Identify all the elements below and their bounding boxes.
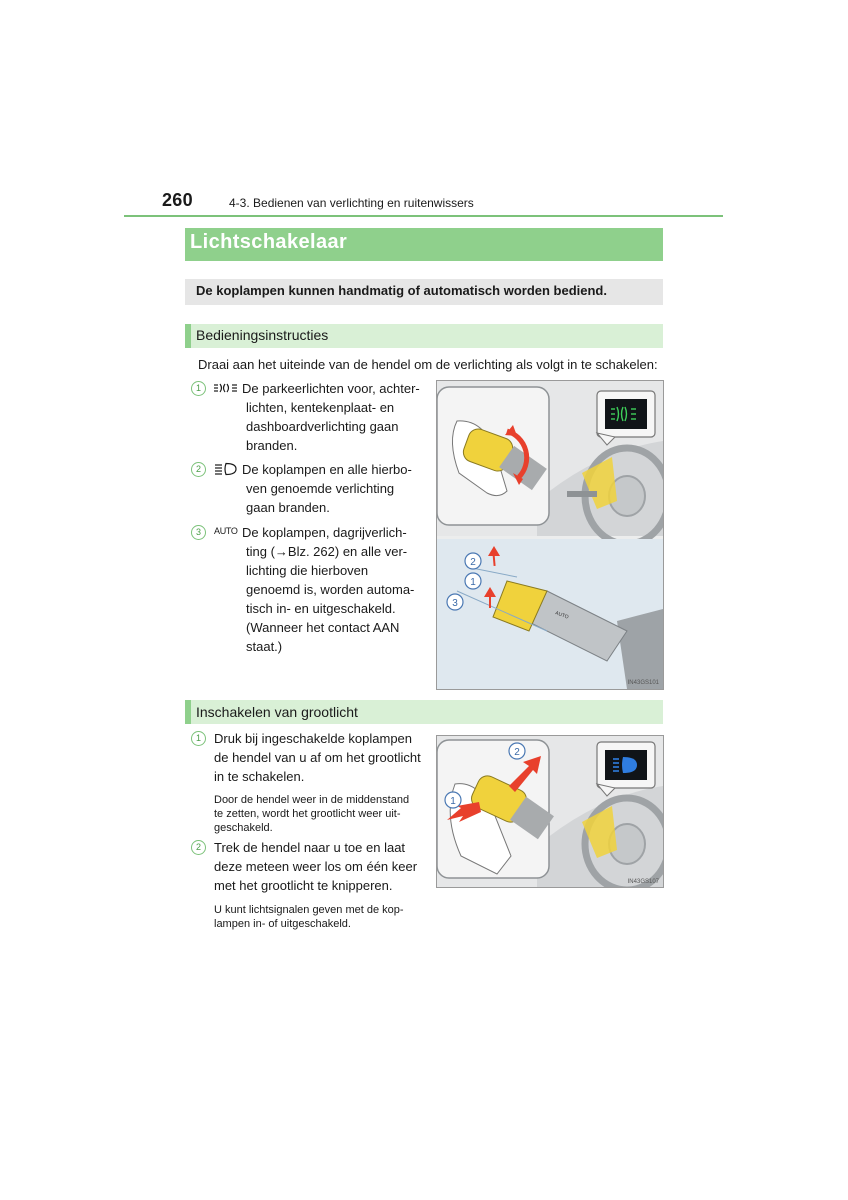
section-breadcrumb: 4-3. Bedienen van verlichting en ruitenwissers <box>229 196 474 210</box>
step-text-3: De koplampen, dagrijverlich- <box>242 525 407 540</box>
callout-2: 2 <box>470 557 476 568</box>
callout-1: 1 <box>470 577 476 588</box>
callout-3: 3 <box>452 598 458 609</box>
step-number-1: 1 <box>191 731 206 746</box>
figure-code: IN43GS101 <box>627 680 659 686</box>
section-heading-high-beam: Inschakelen van grootlicht <box>196 704 358 720</box>
parking-lights-icon <box>213 381 239 395</box>
operating-lead: Draai aan het uiteinde van de hendel om de verlichting als volgt in te schakelen: <box>198 357 658 372</box>
step-text-1: De parkeerlichten voor, achter- <box>242 381 420 396</box>
high-beam-step-text-1: Druk bij ingeschakelde koplampen de hendel van u af om het grootlicht in te schakelen. <box>214 731 421 784</box>
page-number: 260 <box>162 190 193 210</box>
step-number-3: 3 <box>191 525 206 540</box>
high-beam-note-1: Door de hendel weer in de middenstand te zetten, wordt het grootlicht weer uit- geschakeld. <box>214 794 410 834</box>
headlight-icon <box>214 462 240 476</box>
step-number-1: 1 <box>191 381 206 396</box>
step-text-2-cont: ven genoemde verlichting gaan branden. <box>246 481 395 515</box>
section-heading-operating: Bedieningsinstructies <box>196 327 329 343</box>
figure-light-switch <box>436 380 664 690</box>
switch-mark-auto: AUTO <box>554 610 570 621</box>
callout-2: 2 <box>514 747 520 758</box>
figure-high-beam <box>436 735 664 888</box>
figure-code: IN43GS107 <box>627 879 659 885</box>
step-number-2: 2 <box>191 462 206 477</box>
auto-icon: AUTO <box>214 526 238 536</box>
intro-text: De koplampen kunnen handmatig of automatisch worden bediend. <box>196 283 607 298</box>
step-number-2: 2 <box>191 840 206 855</box>
step-text-2: De koplampen en alle hierbo- <box>242 462 412 477</box>
high-beam-note-2: U kunt lichtsignalen geven met de kop- lampen in- of uitgeschakeld. <box>214 904 404 930</box>
header-rule <box>124 215 723 217</box>
high-beam-step-text-2: Trek de hendel naar u toe en laat deze meteen weer los om één keer met het grootlicht te knipperen. <box>214 840 418 893</box>
callout-1: 1 <box>450 796 456 807</box>
page-title: Lichtschakelaar <box>190 231 348 253</box>
step-text-1-cont: lichten, kentekenplaat- en dashboardverlichting gaan branden. <box>246 400 399 453</box>
step-text-3-cont: ting (→Blz. 262) en alle ver- lichting die hierboven genoemd is, worden automa- tisch in- en uitgeschakeld. (Wanneer het contact AAN staat.) <box>246 544 415 654</box>
